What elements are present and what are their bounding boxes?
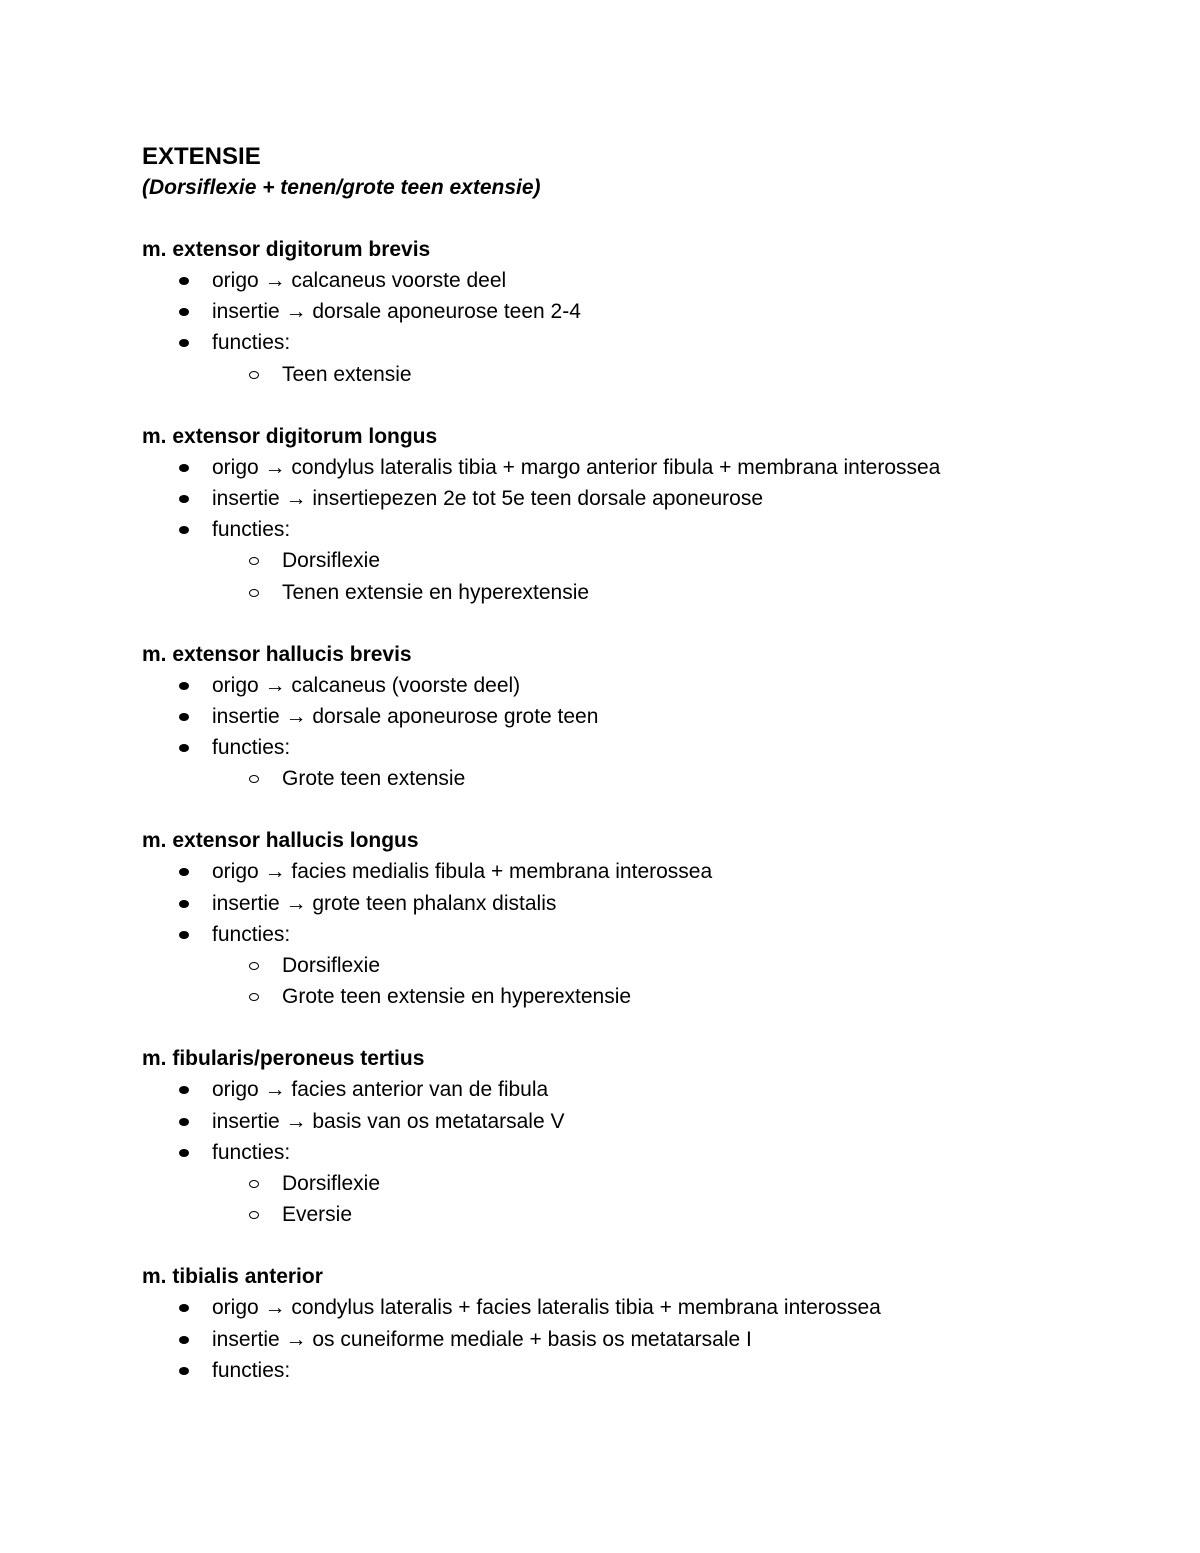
list-item-text: insertie → insertiepezen 2e tot 5e teen dorsale aponeurose — [212, 486, 764, 510]
sub-list-item-text: Teen extensie — [282, 362, 412, 386]
document-title: EXTENSIE — [142, 143, 261, 170]
muscle-section — [142, 421, 1142, 608]
list-item-text: origo → calcaneus (voorste deel) — [212, 673, 521, 697]
muscle-heading: m. extensor digitorum brevis — [142, 238, 431, 261]
list-item — [142, 452, 1142, 483]
bullet-icon — [179, 308, 189, 316]
hollow-bullet-icon — [249, 962, 259, 970]
sub-list-item — [142, 981, 1142, 1012]
hollow-bullet-icon — [249, 775, 259, 783]
sub-list-item-text: Dorsiflexie — [282, 954, 381, 977]
list-item — [142, 327, 1142, 358]
bullet-icon — [179, 495, 189, 503]
list-item-text: functies: — [212, 518, 291, 542]
list-item-text: insertie → os cuneiforme mediale + basis os metatarsale I — [212, 1327, 752, 1351]
sub-list-item-text: Dorsiflexie — [282, 549, 381, 573]
muscle-heading: m. extensor hallucis brevis — [142, 642, 412, 666]
bullet-icon — [179, 900, 189, 908]
list-item-text: functies: — [212, 922, 291, 946]
hollow-bullet-icon — [249, 371, 259, 379]
list-item — [142, 1074, 1142, 1105]
list-item — [142, 1106, 1142, 1137]
list-item-text: origo → condylus lateralis tibia + margo anterior fibula + membrana interossea — [212, 455, 941, 479]
hollow-bullet-icon — [249, 1180, 259, 1188]
sub-list-item-text: Tenen extensie en hyperextensie — [282, 580, 590, 604]
list-item — [142, 1292, 1142, 1323]
sub-list-item — [142, 763, 1142, 794]
list-item — [142, 701, 1142, 732]
bullet-icon — [179, 931, 189, 939]
bullet-icon — [179, 713, 189, 721]
list-item — [142, 888, 1142, 919]
list-item-text: insertie → dorsale aponeurose teen 2-4 — [212, 300, 581, 324]
list-item — [142, 296, 1142, 327]
list-item — [142, 1355, 1142, 1386]
muscle-heading: m. extensor digitorum longus — [142, 424, 438, 448]
sub-list-item — [142, 1168, 1142, 1199]
document-content — [142, 141, 1142, 1417]
muscle-section — [142, 639, 1142, 795]
sub-list-item — [142, 359, 1142, 390]
list-item — [142, 265, 1142, 296]
list-item-text: functies: — [212, 331, 291, 355]
muscle-sections — [142, 234, 1142, 1386]
bullet-icon — [179, 526, 189, 534]
hollow-bullet-icon — [249, 557, 259, 565]
bullet-icon — [179, 464, 189, 472]
list-item-text: insertie → basis van os metatarsale V — [212, 1109, 565, 1133]
sub-list-item — [142, 545, 1142, 576]
list-item — [142, 1137, 1142, 1168]
bullet-icon — [179, 682, 189, 690]
bullet-icon — [179, 1086, 189, 1094]
list-item — [142, 919, 1142, 950]
list-item-text: insertie → grote teen phalanx distalis — [212, 891, 557, 915]
sub-list-item-text: Eversie — [282, 1203, 353, 1227]
list-item — [142, 732, 1142, 763]
list-item — [142, 670, 1142, 701]
muscle-section — [142, 234, 1142, 390]
list-item-text: origo → facies medialis fibula + membrana interossea — [212, 860, 713, 884]
bullet-icon — [179, 339, 189, 347]
bullet-icon — [179, 1149, 189, 1157]
bullet-icon — [179, 1336, 189, 1344]
muscle-heading: m. extensor hallucis longus — [142, 829, 419, 853]
list-item-text: origo → condylus lateralis + facies lateralis tibia + membrana interossea — [212, 1296, 881, 1320]
sub-list-item-text: Grote teen extensie — [282, 767, 466, 791]
hollow-bullet-icon — [249, 993, 259, 1001]
list-item-text: origo → calcaneus voorste deel — [212, 269, 507, 292]
list-item-text: functies: — [212, 1358, 291, 1382]
sub-list-item — [142, 1199, 1142, 1230]
muscle-heading: m. tibialis anterior — [142, 1265, 323, 1289]
list-item — [142, 483, 1142, 514]
bullet-icon — [179, 868, 189, 876]
hollow-bullet-icon — [249, 1211, 259, 1219]
bullet-icon — [179, 1118, 189, 1126]
muscle-section — [142, 1261, 1142, 1386]
list-item — [142, 514, 1142, 545]
list-item-text: functies: — [212, 736, 291, 760]
list-item-text: insertie → dorsale aponeurose grote teen — [212, 704, 599, 728]
sub-list-item-text: Dorsiflexie — [282, 1171, 381, 1195]
hollow-bullet-icon — [249, 589, 259, 597]
list-item-text: origo → facies anterior van de fibula — [212, 1078, 549, 1102]
list-item — [142, 856, 1142, 887]
bullet-icon — [179, 1367, 189, 1375]
list-item — [142, 1324, 1142, 1355]
document-subtitle: (Dorsiflexie + tenen/grote teen extensie) — [142, 176, 541, 199]
bullet-icon — [179, 277, 189, 285]
sub-list-item-text: Grote teen extensie en hyperextensie — [282, 985, 632, 1009]
bullet-icon — [179, 1304, 189, 1312]
list-item-text: functies: — [212, 1140, 291, 1164]
sub-list-item — [142, 577, 1142, 608]
bullet-icon — [179, 744, 189, 752]
muscle-heading: m. fibularis/peroneus tertius — [142, 1047, 425, 1071]
sub-list-item — [142, 950, 1142, 981]
muscle-section — [142, 825, 1142, 1012]
muscle-section — [142, 1043, 1142, 1230]
